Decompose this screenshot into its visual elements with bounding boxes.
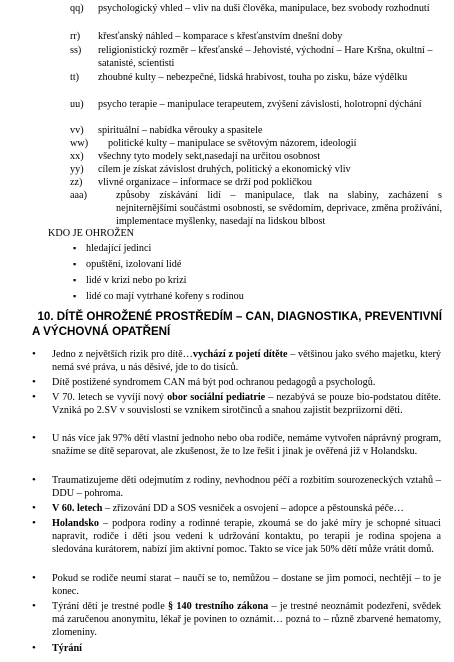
list-item-ww <box>70 137 442 150</box>
list-text: cílem je získat závislost druhých, politický a ekonomický vliv <box>98 164 351 175</box>
list-label: uu) <box>70 99 84 110</box>
list-text: křesťanský náhled – komparace s křesťanstvím dnešní doby <box>98 31 343 42</box>
bullet-item: • Dítě postižené syndromem CAN má být pod ochranou pedagogů a psychologů. <box>52 376 441 389</box>
list-text: psycho terapie – manipulace terapeutem, zvýšení závislosti, holotropní dýchání <box>98 99 422 110</box>
list-text: politické kulty – manipulace se světovým názorem, ideologií <box>108 138 357 149</box>
list-text: způsoby získávání lidí – manipulace, tlak na slabiny, zacházení s nejniternějšími součástmi osobnosti, se svědomím, deprivace, změna prožívání, implementace myšlenky, nasedají na lidskou blbost <box>116 190 442 227</box>
text-run: – je trestné neoznámit podezření, svědek má zaručenou anonymitu, lékař je povinen to oznámit… pozná to – různě zbarvené hematomy, zlomeniny. <box>52 601 441 638</box>
bullet-item <box>52 600 441 639</box>
bold-run: Holandsko <box>52 518 99 529</box>
list-item-tt <box>70 71 442 84</box>
list-item-uu <box>70 98 442 111</box>
list-label: ww) <box>70 138 89 149</box>
bullet-item <box>52 502 441 515</box>
text-run: Jedno z největších rizik pro dítě… <box>52 349 193 360</box>
text-run: – zřizování DD a SOS vesniček a osvojení – adopce a pěstounská péče… <box>102 503 404 514</box>
list-label: tt) <box>70 72 80 83</box>
list-label: yy) <box>70 164 84 175</box>
list-label: zz) <box>70 177 83 188</box>
text-run: Týrání dětí je trestné podle <box>52 601 169 612</box>
list-text: vlivné organizace – informace se drží pod pokličkou <box>98 177 312 188</box>
section-heading-line1: 10. DÍTĚ OHROŽENÉ PROSTŘEDÍM – CAN, DIAGNOSTIKA, PREVENTIVNÍ <box>37 310 442 323</box>
text-run: – většinou jako svého majetku, který nemá své práva, u nás děsivé, jde to do tisíců. <box>52 349 441 373</box>
list-item-ss <box>70 44 442 70</box>
kdo-item: ▪ lidé co mají vytrhané kořeny s rodinou <box>86 290 244 303</box>
list-item-xx <box>70 150 442 163</box>
kdo-item: ▪ opuštění, izolovaní lidé <box>86 258 181 271</box>
bold-run: vychází z pojetí dítěte <box>192 349 288 360</box>
bullet-item <box>52 348 441 374</box>
text-run: – podpora rodiny a rodinné terapie, zkoumá se do jaké míry je schopné situaci napravit, rodiče i děti jsou vedeni k udržování kontaktu, po terapii je rodina spojena a sledována kurátorem, nabízí jim aktivní pomoc. Takto se více jak 50% dětí může vrátit domů. <box>52 518 441 555</box>
bold-run: V 60. letech <box>52 503 103 514</box>
kdo-item: ▪ lidé v krizi nebo po krizi <box>86 274 186 287</box>
section-heading-line2: A VÝCHOVNÁ OPATŘENÍ <box>32 324 171 338</box>
section-heading <box>32 310 442 339</box>
list-label: vv) <box>70 125 84 136</box>
list-label: rr) <box>70 31 81 42</box>
list-label: aaa) <box>70 190 87 201</box>
list-item-qq <box>70 2 442 15</box>
list-text: religionistický rozměr – křesťanské – Jehovisté, východní – Hare Kršna, okultní – satanisté, scientisti <box>98 45 433 69</box>
list-text: psychologický vhled – vliv na duši člověka, manipulace, bez svobody rozhodnutí <box>98 3 430 14</box>
list-item-aaa <box>70 189 442 228</box>
bullet-item <box>52 391 441 417</box>
bullet-item: • U nás více jak 97% dětí vlastní jednoho nebo oba rodiče, nemáme vytvořen náprávný program, snažíme se dítě separovat, ale zkušenost, že to lze řešit i jinak je ověřená již v Holandsku. <box>52 432 441 458</box>
bold-run: obor sociální pediatrie <box>167 392 266 403</box>
bullet-item <box>52 517 441 556</box>
list-item-rr <box>70 30 442 43</box>
kdo-item: ▪ hledající jedinci <box>86 242 151 255</box>
list-item-zz <box>70 176 442 189</box>
bold-run: Týrání <box>52 643 83 654</box>
bullet-item <box>52 642 441 655</box>
bullet-item: • Traumatizujeme děti odejmutím z rodiny, nevhodnou péčí a rozbitím sourozeneckých vztahů – DDU – pohroma. <box>52 474 441 500</box>
list-text: všechny tyto modely sekt,nasedají na určitou osobnost <box>98 151 321 162</box>
kdo-heading: KDO JE OHROŽEN <box>48 228 135 239</box>
list-label: xx) <box>70 151 84 162</box>
text-run: V 70. letech se vyvíjí nový <box>52 392 168 403</box>
list-label: ss) <box>70 45 82 56</box>
text-run: – nezabývá se pouze bio-podstatou dítěte. Vzniká po 2.SV v souvislosti se vznikem sirotčinců a snahou zajistit bezpríizorní děti. <box>52 392 441 416</box>
list-label: qq) <box>70 3 84 14</box>
list-item-yy <box>70 163 442 176</box>
list-text: zhoubné kulty – nebezpečné, lidská hrabivost, touha po zisku, báze výdělku <box>98 72 408 83</box>
bullet-item: • Pokud se rodiče neumí starat – naučí se to, nemůžou – dostane se jim pomoci, nechtějí – to je konec. <box>52 572 441 598</box>
list-item-vv <box>70 124 442 137</box>
bold-run: § 140 trestního zákona <box>168 601 269 612</box>
list-text: spirituální – nabídka věrouky a spasitele <box>98 125 263 136</box>
